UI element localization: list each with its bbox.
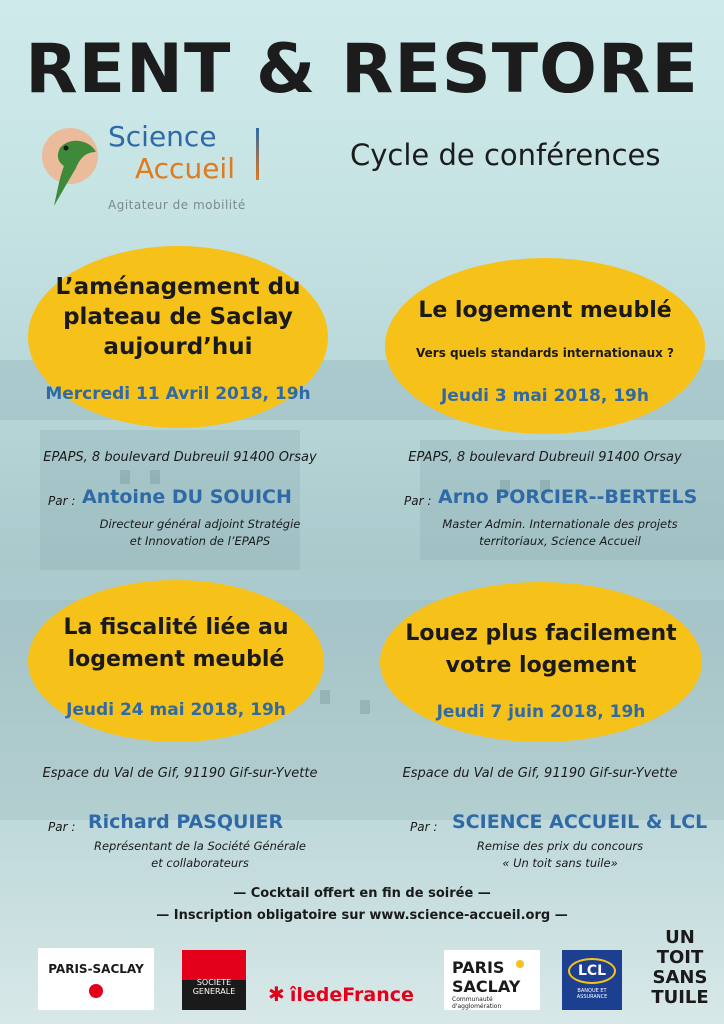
conference-2-place: EPAPS, 8 boulevard Dubreuil 91400 Orsay	[408, 450, 682, 465]
conference-3-speaker: Richard PASQUIER	[88, 811, 284, 833]
untoit-text-2: TOIT	[656, 947, 704, 968]
societe-generale-text-1: SOCIETE	[196, 978, 232, 987]
conference-2-description: Master Admin. Internationale des projets territoriaux, Science Accueil	[442, 517, 678, 548]
societe-generale-red-block	[182, 950, 246, 980]
paris-saclay-dot-icon	[89, 984, 103, 998]
iledefrance-star-icon: ✱	[268, 982, 285, 1006]
lcl-ring-icon	[568, 958, 616, 984]
paris-saclay-text: PARIS-SACLAY	[48, 962, 144, 976]
untoit-text-4: TUILE	[651, 987, 709, 1008]
logo-divider	[256, 128, 259, 180]
sponsor-societe-generale	[182, 950, 246, 1010]
conference-1-title: L’aménagement du plateau de Saclay aujourd’hui	[55, 274, 301, 360]
agglo-text-3: Communauté d'agglomération	[452, 996, 502, 1010]
sponsor-iledefrance	[268, 982, 414, 1006]
conference-4-speaker: SCIENCE ACCUEIL & LCL	[452, 811, 708, 833]
poster-title: RENT & RESTORE	[25, 30, 699, 109]
societe-generale-text-2: GENERALE	[192, 987, 236, 996]
sponsor-lcl	[562, 950, 622, 1010]
sponsor-paris-saclay	[38, 948, 154, 1010]
conference-1-speaker: Antoine DU SOUICH	[82, 486, 292, 508]
footer-registration: — Inscription obligatoire sur www.science-accueil.org —	[156, 908, 568, 923]
conference-2-par-label: Par :	[404, 494, 432, 508]
logo-name-accueil: Accueil	[135, 152, 235, 185]
lcl-text: LCL	[577, 963, 607, 979]
logo-name-science: Science	[108, 120, 217, 153]
conference-3-par-label: Par :	[48, 820, 76, 834]
agglo-dot-icon	[516, 960, 524, 968]
sponsor-un-toit-sans-tuile	[650, 928, 710, 1008]
agglo-text-2: SACLAY	[452, 977, 521, 996]
conference-4-title: Louez plus facilement votre logement	[405, 621, 677, 678]
parrot-logo-icon	[40, 118, 110, 208]
conference-2-subtitle: Vers quels standards internationaux ?	[416, 346, 674, 360]
conference-2-speaker: Arno PORCIER--BERTELS	[438, 486, 698, 508]
conference-3-title: La fiscalité liée au logement meublé	[63, 615, 289, 672]
conference-3-place: Espace du Val de Gif, 91190 Gif-sur-Yvette	[42, 766, 318, 781]
conference-1-place: EPAPS, 8 boulevard Dubreuil 91400 Orsay	[43, 450, 317, 465]
lcl-subtext: BANQUE ET ASSURANCE	[576, 988, 608, 1000]
agglo-text-1: PARIS	[452, 958, 505, 977]
conference-2-date: Jeudi 3 mai 2018, 19h	[440, 386, 649, 406]
iledefrance-text: îledeFrance	[289, 984, 414, 1006]
conference-4-date: Jeudi 7 juin 2018, 19h	[436, 702, 646, 722]
conference-4-par-label: Par :	[410, 820, 438, 834]
conference-1-date: Mercredi 11 Avril 2018, 19h	[45, 384, 311, 404]
sponsor-paris-saclay-agglo	[444, 950, 540, 1010]
conference-4-description: Remise des prix du concours « Un toit sans tuile»	[476, 839, 644, 870]
poster-subtitle: Cycle de conférences	[350, 138, 661, 172]
conference-3-description: Représentant de la Société Générale et collaborateurs	[93, 839, 307, 870]
conference-4-place: Espace du Val de Gif, 91190 Gif-sur-Yvette	[402, 766, 678, 781]
untoit-text-1: UN	[665, 927, 695, 948]
conference-1-description: Directeur général adjoint Stratégie et Innovation de l’EPAPS	[99, 517, 301, 548]
untoit-text-3: SANS	[652, 967, 708, 988]
logo-tagline: Agitateur de mobilité	[108, 198, 246, 212]
conference-3-date: Jeudi 24 mai 2018, 19h	[66, 700, 286, 720]
footer-cocktail: — Cocktail offert en fin de soirée —	[233, 886, 491, 901]
conference-1-par-label: Par :	[48, 494, 76, 508]
conference-2-title: Le logement meublé	[418, 298, 672, 323]
